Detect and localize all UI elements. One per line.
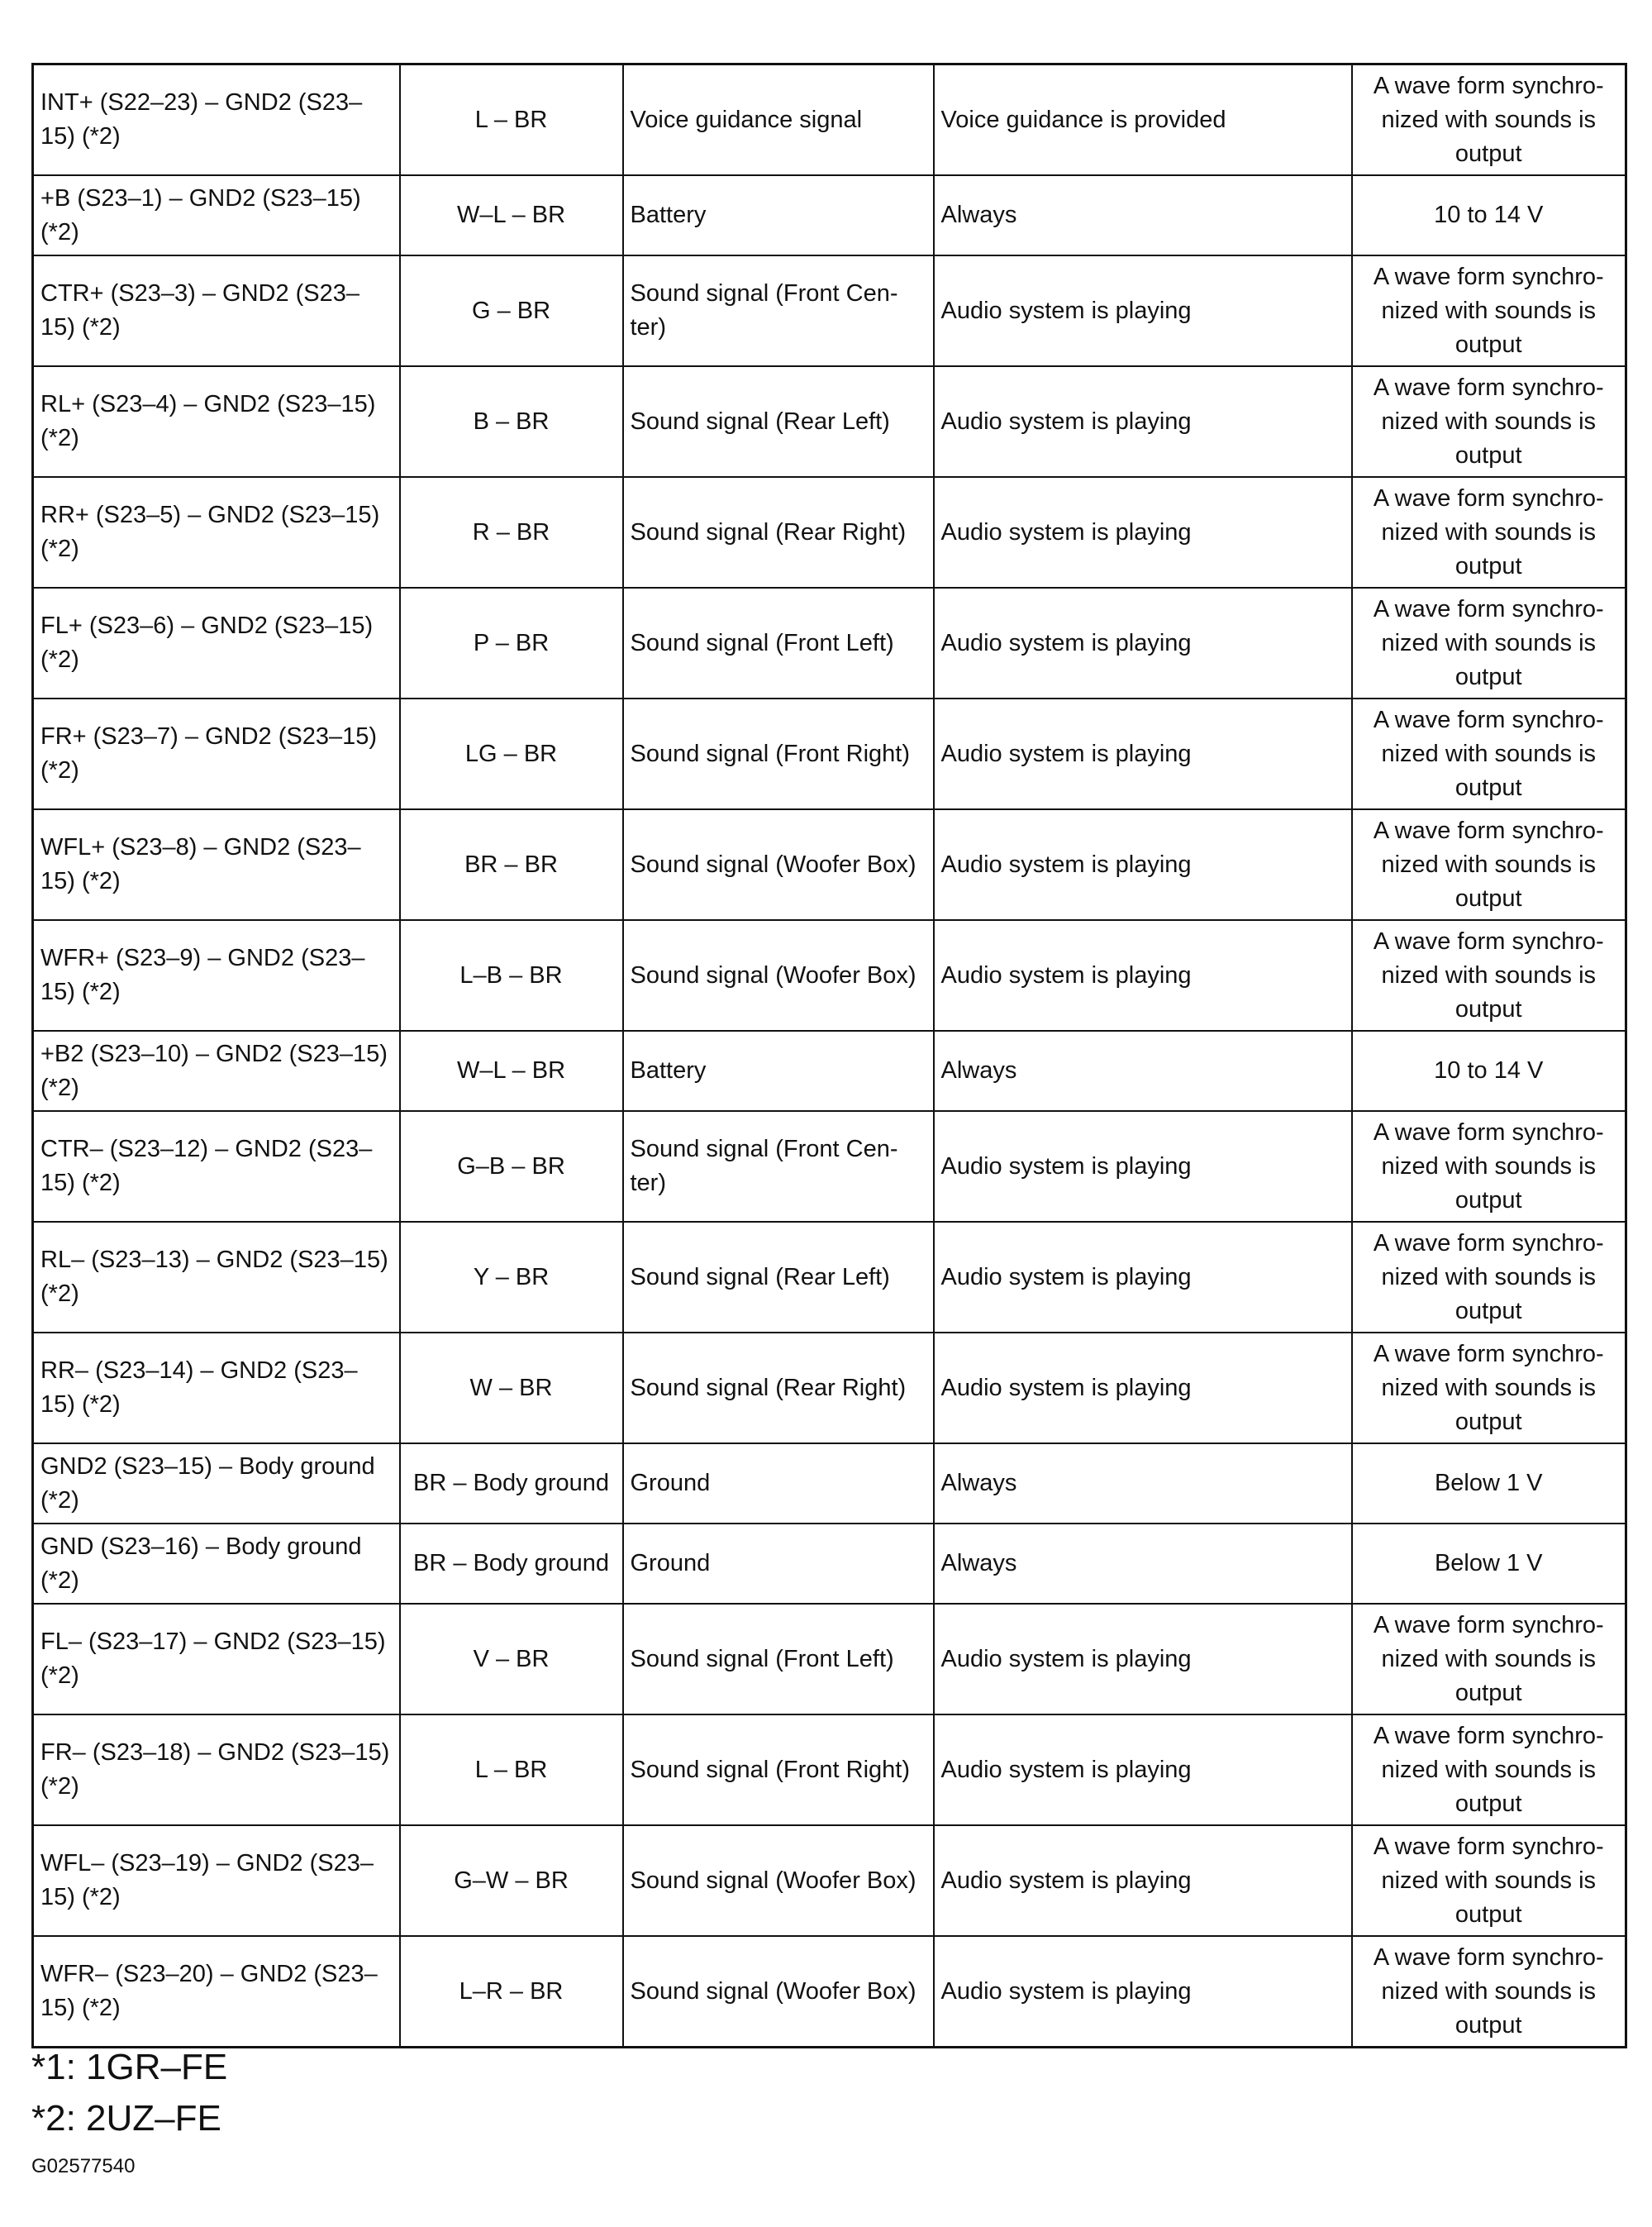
terminal-cell: RR+ (S23–5) – GND2 (S23–15) (*2) [33,477,400,588]
wiring-color-cell: V – BR [400,1604,623,1714]
specified-condition-cell: 10 to 14 V [1352,1031,1626,1111]
description-cell: Battery [623,1031,934,1111]
terminal-cell: WFL– (S23–19) – GND2 (S23–15) (*2) [33,1825,400,1936]
terminal-cell: FL+ (S23–6) – GND2 (S23–15) (*2) [33,588,400,699]
condition-cell: Audio system is playing [934,1604,1352,1714]
specified-condition-cell: A wave form synchro-nized with sounds is output [1352,1333,1626,1443]
footnotes [31,2042,227,2144]
specified-condition-cell: A wave form synchro-nized with sounds is output [1352,64,1626,176]
wiring-color-cell: L – BR [400,1714,623,1825]
table-row [33,1604,1626,1714]
terminal-cell: GND (S23–16) – Body ground (*2) [33,1524,400,1604]
condition-cell: Always [934,175,1352,255]
table-row [33,1111,1626,1222]
condition-cell: Always [934,1524,1352,1604]
table-row [33,920,1626,1031]
specified-condition-cell: A wave form synchro-nized with sounds is output [1352,1222,1626,1333]
table-row [33,255,1626,366]
condition-cell: Audio system is playing [934,1111,1352,1222]
wiring-color-cell: B – BR [400,366,623,477]
condition-cell: Always [934,1031,1352,1111]
specified-condition-cell: Below 1 V [1352,1443,1626,1524]
terminal-spec-table-body [33,64,1626,2048]
terminal-cell: +B2 (S23–10) – GND2 (S23–15) (*2) [33,1031,400,1111]
condition-cell: Audio system is playing [934,699,1352,809]
table-row [33,1825,1626,1936]
description-cell: Sound signal (Woofer Box) [623,920,934,1031]
description-cell: Sound signal (Rear Left) [623,366,934,477]
specified-condition-cell: A wave form synchro-nized with sounds is output [1352,1111,1626,1222]
figure-id: G02577540 [31,2155,136,2177]
wiring-color-cell: L–R – BR [400,1936,623,2048]
terminal-cell: RR– (S23–14) – GND2 (S23–15) (*2) [33,1333,400,1443]
terminal-cell: WFL+ (S23–8) – GND2 (S23–15) (*2) [33,809,400,920]
wiring-color-cell: P – BR [400,588,623,699]
specified-condition-cell: 10 to 14 V [1352,175,1626,255]
condition-cell: Audio system is playing [934,1333,1352,1443]
description-cell: Sound signal (Rear Right) [623,1333,934,1443]
specified-condition-cell: A wave form synchro-nized with sounds is output [1352,477,1626,588]
terminal-cell: FL– (S23–17) – GND2 (S23–15) (*2) [33,1604,400,1714]
terminal-cell: RL– (S23–13) – GND2 (S23–15) (*2) [33,1222,400,1333]
terminal-cell: CTR+ (S23–3) – GND2 (S23–15) (*2) [33,255,400,366]
wiring-color-cell: G–B – BR [400,1111,623,1222]
description-cell: Ground [623,1443,934,1524]
wiring-color-cell: R – BR [400,477,623,588]
condition-cell: Audio system is playing [934,366,1352,477]
wiring-color-cell: W–L – BR [400,175,623,255]
condition-cell: Audio system is playing [934,255,1352,366]
specified-condition-cell: A wave form synchro-nized with sounds is output [1352,1604,1626,1714]
specified-condition-cell: A wave form synchro-nized with sounds is output [1352,1936,1626,2048]
terminal-cell: +B (S23–1) – GND2 (S23–15) (*2) [33,175,400,255]
table-row [33,1714,1626,1825]
table-row [33,1936,1626,2048]
condition-cell: Audio system is playing [934,809,1352,920]
table-row [33,1031,1626,1111]
wiring-color-cell: G – BR [400,255,623,366]
specified-condition-cell: A wave form synchro-nized with sounds is output [1352,920,1626,1031]
description-cell: Sound signal (Rear Left) [623,1222,934,1333]
description-cell: Sound signal (Front Right) [623,699,934,809]
table-row [33,1222,1626,1333]
footnote-2: *2: 2UZ–FE [31,2098,221,2139]
specified-condition-cell: A wave form synchro-nized with sounds is output [1352,255,1626,366]
specified-condition-cell: A wave form synchro-nized with sounds is output [1352,699,1626,809]
table-row [33,809,1626,920]
table-row [33,366,1626,477]
terminal-cell: WFR– (S23–20) – GND2 (S23–15) (*2) [33,1936,400,2048]
specified-condition-cell: A wave form synchro-nized with sounds is output [1352,1714,1626,1825]
wiring-color-cell: BR – Body ground [400,1524,623,1604]
description-cell: Sound signal (Woofer Box) [623,809,934,920]
terminal-cell: GND2 (S23–15) – Body ground (*2) [33,1443,400,1524]
condition-cell: Audio system is playing [934,1825,1352,1936]
wiring-color-cell: L–B – BR [400,920,623,1031]
description-cell: Sound signal (Woofer Box) [623,1825,934,1936]
table-row [33,699,1626,809]
condition-cell: Always [934,1443,1352,1524]
description-cell: Sound signal (Front Right) [623,1714,934,1825]
wiring-color-cell: LG – BR [400,699,623,809]
condition-cell: Audio system is playing [934,477,1352,588]
wiring-color-cell: G–W – BR [400,1825,623,1936]
terminal-cell: WFR+ (S23–9) – GND2 (S23–15) (*2) [33,920,400,1031]
specified-condition-cell: A wave form synchro-nized with sounds is output [1352,588,1626,699]
condition-cell: Audio system is playing [934,1222,1352,1333]
specified-condition-cell: Below 1 V [1352,1524,1626,1604]
table-row [33,64,1626,176]
description-cell: Voice guidance signal [623,64,934,176]
terminal-cell: RL+ (S23–4) – GND2 (S23–15) (*2) [33,366,400,477]
terminal-cell: FR– (S23–18) – GND2 (S23–15) (*2) [33,1714,400,1825]
terminal-spec-table [31,63,1627,2048]
table-row [33,175,1626,255]
condition-cell: Audio system is playing [934,1714,1352,1825]
terminal-cell: CTR– (S23–12) – GND2 (S23–15) (*2) [33,1111,400,1222]
table-row [33,477,1626,588]
description-cell: Sound signal (Woofer Box) [623,1936,934,2048]
table-row [33,588,1626,699]
terminal-cell: INT+ (S22–23) – GND2 (S23–15) (*2) [33,64,400,176]
terminal-cell: FR+ (S23–7) – GND2 (S23–15) (*2) [33,699,400,809]
description-cell: Sound signal (Rear Right) [623,477,934,588]
wiring-color-cell: L – BR [400,64,623,176]
wiring-color-cell: W – BR [400,1333,623,1443]
table-row [33,1443,1626,1524]
condition-cell: Voice guidance is provided [934,64,1352,176]
wiring-color-cell: Y – BR [400,1222,623,1333]
wiring-color-cell: BR – Body ground [400,1443,623,1524]
specified-condition-cell: A wave form synchro-nized with sounds is output [1352,1825,1626,1936]
condition-cell: Audio system is playing [934,1936,1352,2048]
condition-cell: Audio system is playing [934,588,1352,699]
wiring-color-cell: BR – BR [400,809,623,920]
condition-cell: Audio system is playing [934,920,1352,1031]
description-cell: Sound signal (Front Left) [623,1604,934,1714]
description-cell: Sound signal (Front Cen-ter) [623,255,934,366]
footnote-1: *1: 1GR–FE [31,2047,228,2087]
wiring-color-cell: W–L – BR [400,1031,623,1111]
description-cell: Battery [623,175,934,255]
description-cell: Ground [623,1524,934,1604]
table-row [33,1524,1626,1604]
specified-condition-cell: A wave form synchro-nized with sounds is output [1352,809,1626,920]
table-row [33,1333,1626,1443]
description-cell: Sound signal (Front Cen-ter) [623,1111,934,1222]
specified-condition-cell: A wave form synchro-nized with sounds is output [1352,366,1626,477]
description-cell: Sound signal (Front Left) [623,588,934,699]
